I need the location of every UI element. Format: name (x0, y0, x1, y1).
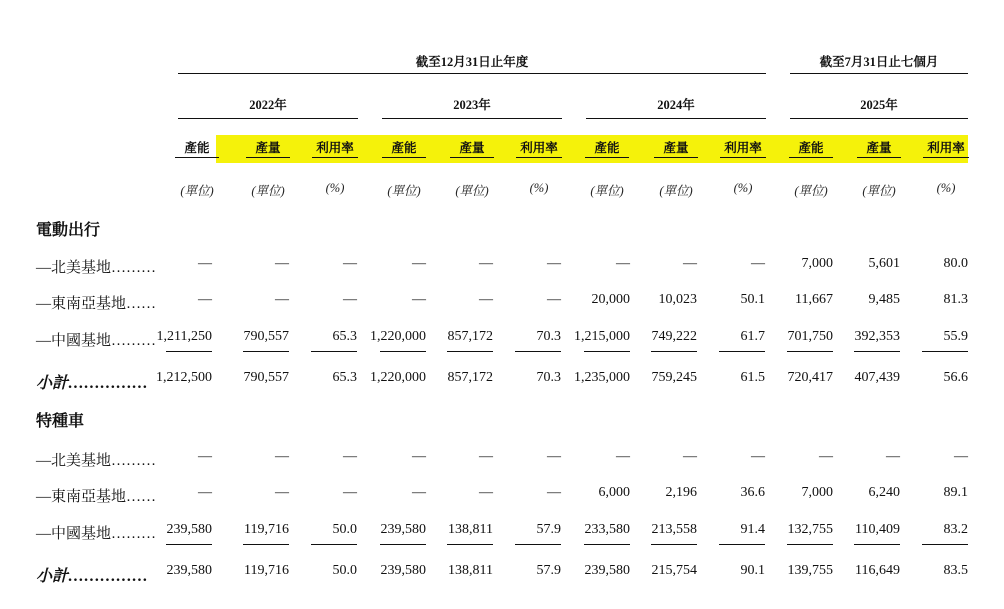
cell-total-rule (311, 351, 357, 352)
section-title: 電動出行 (36, 222, 101, 239)
table-cell: — (751, 256, 765, 271)
column-label: 利用率 (520, 141, 558, 155)
column-label-rule (312, 157, 358, 158)
cell-total-rule (584, 544, 630, 545)
column-label: 利用率 (724, 141, 762, 155)
unit-label: (單位) (794, 184, 828, 198)
cell-total-rule (651, 544, 697, 545)
header-months-group: 截至7月31日止七個月 (819, 55, 939, 69)
unit-label: (單位) (387, 184, 421, 198)
table-cell: 701,750 (787, 329, 833, 344)
cell-total-rule (166, 351, 212, 352)
table-cell: — (886, 449, 900, 464)
cell-total-rule (166, 544, 212, 545)
table-cell: 1,211,250 (156, 329, 212, 344)
subtotal-cell: 1,235,000 (574, 370, 630, 385)
table-cell: 61.7 (740, 329, 765, 344)
subtotal-cell: 83.5 (943, 563, 968, 578)
unit-label: (%) (936, 181, 956, 195)
table-cell: — (819, 449, 833, 464)
unit-label: (單位) (455, 184, 489, 198)
table-cell: — (683, 256, 697, 271)
table-cell: — (412, 292, 426, 307)
cell-total-rule (922, 351, 968, 352)
unit-label: (單位) (180, 184, 214, 198)
table-cell: — (343, 292, 357, 307)
cell-total-rule (311, 544, 357, 545)
subtotal-cell: 239,580 (380, 563, 426, 578)
table-cell: 110,409 (855, 522, 900, 537)
year-header: 2023年 (453, 98, 491, 112)
column-label: 產量 (255, 141, 281, 155)
subtotal-cell: 50.0 (332, 563, 357, 578)
cell-total-rule (854, 351, 900, 352)
table-cell: — (683, 449, 697, 464)
column-label: 產能 (391, 141, 417, 155)
header-years-group: 截至12月31日止年度 (415, 55, 529, 69)
header-months-rule (790, 73, 968, 74)
cell-total-rule (515, 544, 561, 545)
column-label-rule (516, 157, 562, 158)
table-cell: 119,716 (244, 522, 289, 537)
cell-total-rule (854, 544, 900, 545)
row-label: —中國基地……… (36, 526, 157, 542)
row-label: —東南亞基地…… (36, 296, 157, 312)
subtotal-cell: 857,172 (447, 370, 493, 385)
subtotal-cell: 215,754 (651, 563, 697, 578)
table-cell: 55.9 (943, 329, 968, 344)
column-label: 利用率 (927, 141, 965, 155)
cell-total-rule (922, 544, 968, 545)
cell-total-rule (515, 351, 561, 352)
table-cell: 11,667 (795, 292, 833, 307)
table-cell: — (198, 449, 212, 464)
table-cell: 392,353 (854, 329, 900, 344)
table-cell: 83.2 (943, 522, 968, 537)
table-cell: 50.1 (740, 292, 765, 307)
table-cell: — (547, 292, 561, 307)
subtotal-cell: 90.1 (740, 563, 765, 578)
table-cell: — (479, 256, 493, 271)
cell-total-rule (787, 544, 833, 545)
row-label: —北美基地……… (36, 260, 157, 276)
row-label: —北美基地……… (36, 453, 157, 469)
table-cell: 65.3 (332, 329, 357, 344)
unit-label: (單位) (659, 184, 693, 198)
table-cell: — (275, 485, 289, 500)
section-title: 特種車 (36, 413, 85, 430)
table-cell: — (547, 256, 561, 271)
cell-total-rule (447, 544, 493, 545)
table-cell: 10,023 (658, 292, 697, 307)
year-header: 2025年 (860, 98, 898, 112)
column-label-rule (789, 157, 833, 158)
column-label-rule (382, 157, 426, 158)
table-cell: 81.3 (943, 292, 968, 307)
table-cell: 1,215,000 (574, 329, 630, 344)
cell-total-rule (447, 351, 493, 352)
table-cell: — (412, 449, 426, 464)
table-cell: — (198, 485, 212, 500)
table-cell: — (275, 256, 289, 271)
column-label: 產量 (663, 141, 689, 155)
table-cell: — (479, 485, 493, 500)
column-label: 產能 (184, 141, 210, 155)
table-cell: — (343, 485, 357, 500)
unit-label: (%) (733, 181, 753, 195)
table-cell: 790,557 (243, 329, 289, 344)
table-cell: 138,811 (448, 522, 493, 537)
table-cell: 89.1 (943, 485, 968, 500)
column-label-rule (720, 157, 766, 158)
table-cell: — (198, 256, 212, 271)
row-label: —東南亞基地…… (36, 489, 157, 505)
subtotal-cell: 61.5 (740, 370, 765, 385)
subtotal-cell: 57.9 (536, 563, 561, 578)
cell-total-rule (380, 351, 426, 352)
column-label-rule (175, 157, 219, 158)
table-cell: — (547, 449, 561, 464)
table-cell: 2,196 (665, 485, 697, 500)
column-label-rule (923, 157, 969, 158)
table-cell: — (751, 449, 765, 464)
column-label: 產量 (459, 141, 485, 155)
table-cell: 80.0 (943, 256, 968, 271)
subtotal-cell: 759,245 (651, 370, 697, 385)
subtotal-cell: 119,716 (244, 563, 289, 578)
column-label-rule (654, 157, 698, 158)
subtotal-cell: 139,755 (787, 563, 833, 578)
table-cell: 91.4 (740, 522, 765, 537)
subtotal-cell: 239,580 (584, 563, 630, 578)
table-cell: 36.6 (740, 485, 765, 500)
column-label-rule (246, 157, 290, 158)
subtotal-label: 小計…………… (36, 568, 149, 585)
table-cell: — (412, 256, 426, 271)
table-cell: — (479, 292, 493, 307)
cell-total-rule (243, 544, 289, 545)
subtotal-cell: 1,220,000 (370, 370, 426, 385)
column-label: 產能 (798, 141, 824, 155)
table-cell: 239,580 (166, 522, 212, 537)
table-cell: — (412, 485, 426, 500)
table-cell: 233,580 (584, 522, 630, 537)
table-cell: — (616, 256, 630, 271)
table-cell: 5,601 (868, 256, 900, 271)
year-rule (586, 118, 766, 119)
table-cell: — (616, 449, 630, 464)
table-cell: 20,000 (591, 292, 630, 307)
subtotal-cell: 239,580 (166, 563, 212, 578)
table-cell: 857,172 (447, 329, 493, 344)
unit-label: (單位) (251, 184, 285, 198)
table-cell: 6,240 (868, 485, 900, 500)
table-cell: — (479, 449, 493, 464)
year-rule (790, 118, 968, 119)
subtotal-cell: 56.6 (943, 370, 968, 385)
table-cell: 6,000 (598, 485, 630, 500)
cell-total-rule (243, 351, 289, 352)
table-cell: — (343, 449, 357, 464)
table-cell: — (547, 485, 561, 500)
header-years-rule (178, 73, 766, 74)
table-cell: 70.3 (536, 329, 561, 344)
table-cell: 7,000 (801, 256, 833, 271)
cell-total-rule (719, 351, 765, 352)
subtotal-cell: 116,649 (855, 563, 900, 578)
column-label-rule (585, 157, 629, 158)
subtotal-cell: 70.3 (536, 370, 561, 385)
table-cell: 749,222 (651, 329, 697, 344)
column-label-rule (857, 157, 901, 158)
subtotal-cell: 65.3 (332, 370, 357, 385)
unit-label: (單位) (590, 184, 624, 198)
table-cell: — (198, 292, 212, 307)
table-cell: — (275, 292, 289, 307)
column-label: 產量 (866, 141, 892, 155)
year-rule (382, 118, 562, 119)
subtotal-cell: 138,811 (448, 563, 493, 578)
column-label-rule (450, 157, 494, 158)
subtotal-cell: 790,557 (243, 370, 289, 385)
year-rule (178, 118, 358, 119)
subtotal-label: 小計…………… (36, 375, 149, 392)
column-label: 產能 (594, 141, 620, 155)
column-label: 利用率 (316, 141, 354, 155)
subtotal-cell: 720,417 (787, 370, 833, 385)
table-cell: 239,580 (380, 522, 426, 537)
cell-total-rule (719, 544, 765, 545)
table-cell: — (954, 449, 968, 464)
year-header: 2022年 (249, 98, 287, 112)
cell-total-rule (584, 351, 630, 352)
unit-label: (%) (529, 181, 549, 195)
table-cell: 9,485 (868, 292, 900, 307)
table-cell: — (343, 256, 357, 271)
table-cell: 213,558 (651, 522, 697, 537)
unit-label: (%) (325, 181, 345, 195)
table-cell: 57.9 (536, 522, 561, 537)
cell-total-rule (380, 544, 426, 545)
table-cell: 7,000 (801, 485, 833, 500)
subtotal-cell: 407,439 (854, 370, 900, 385)
subtotal-cell: 1,212,500 (156, 370, 212, 385)
table-cell: — (275, 449, 289, 464)
table-cell: 50.0 (332, 522, 357, 537)
cell-total-rule (651, 351, 697, 352)
year-header: 2024年 (657, 98, 695, 112)
row-label: —中國基地……… (36, 333, 157, 349)
cell-total-rule (787, 351, 833, 352)
table-cell: 132,755 (787, 522, 833, 537)
unit-label: (單位) (862, 184, 896, 198)
table-cell: 1,220,000 (370, 329, 426, 344)
